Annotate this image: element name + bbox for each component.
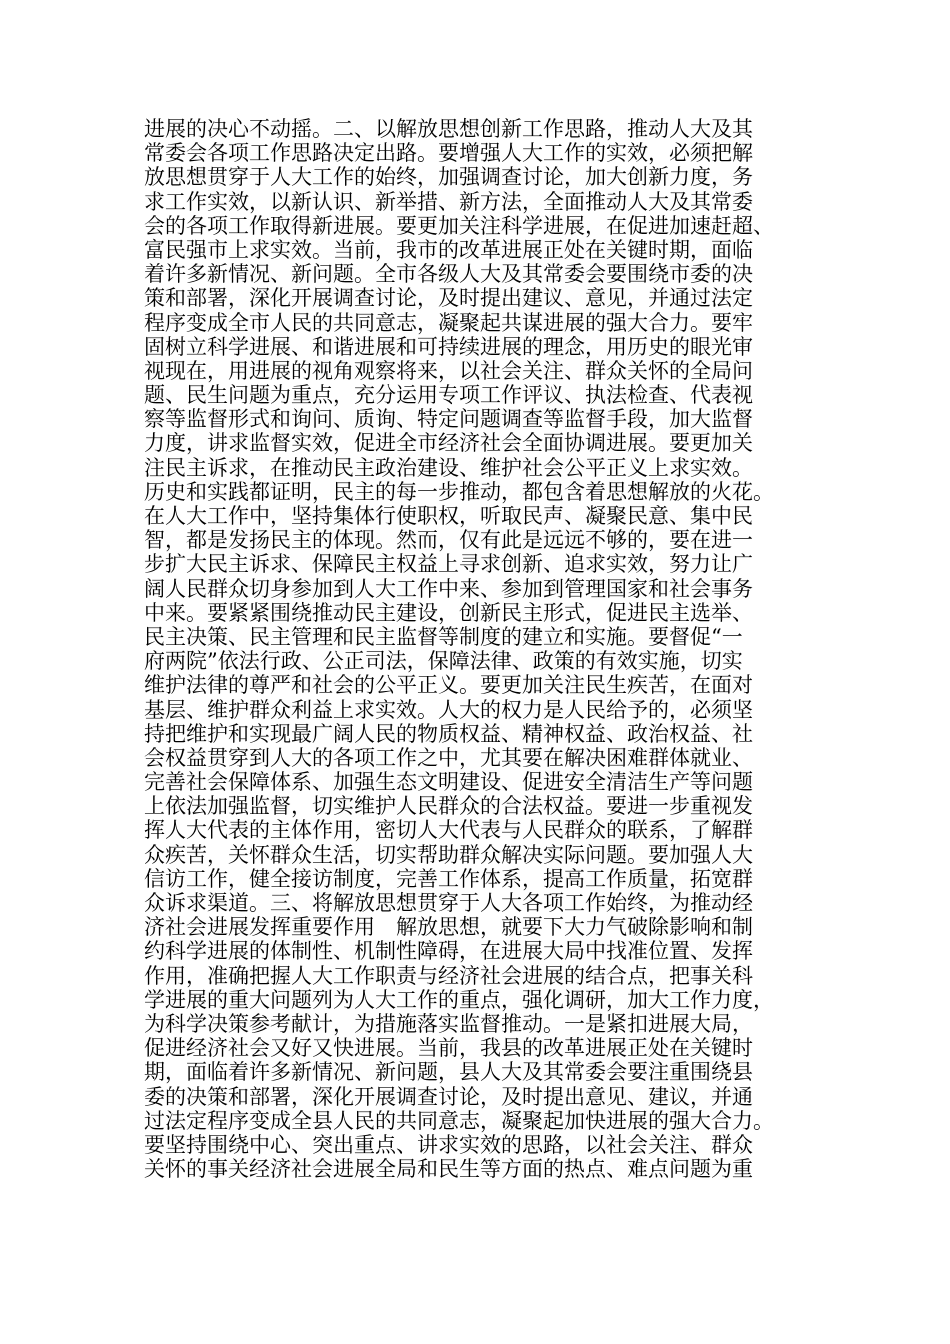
text-line: 富民强市上求实效。当前，我市的改革进展正处在关键时期，面临 <box>144 237 753 262</box>
text-line: 基层、维护群众利益上求实效。人大的权力是人民给予的，必须坚 <box>144 697 753 722</box>
text-line: 委的决策和部署，深化开展调查讨论，及时提出意见、建议，并通 <box>144 1084 753 1109</box>
text-line: 放思想贯穿于人大工作的始终，加强调查讨论，加大创新力度，务 <box>144 165 753 190</box>
text-line: 注民主诉求，在推动民主政治建设、维护社会公平正义上求实效。 <box>144 455 753 480</box>
text-line: 常委会各项工作思路决定出路。要增强人大工作的实效，必须把解 <box>144 141 753 166</box>
text-line: 进展的决心不动摇。二、以解放思想创新工作思路，推动人大及其 <box>144 117 753 141</box>
text-line: 步扩大民主诉求、保障民主权益上寻求创新、追求实效，努力让广 <box>144 552 753 577</box>
text-line: 会权益贯穿到人大的各项工作之中，尤其要在解决困难群体就业、 <box>144 745 753 770</box>
text-line: 中来。要紧紧围绕推动民主建设，创新民主形式，促进民主选举、 <box>144 600 753 625</box>
text-line: 着许多新情况、新问题。全市各级人大及其常委会要围绕市委的决 <box>144 262 753 287</box>
text-line: 关怀的事关经济社会进展全局和民生等方面的热点、难点问题为重 <box>144 1157 753 1182</box>
text-line: 众诉求渠道。三、将解放思想贯穿于人大各项工作始终，为推动经 <box>144 891 753 915</box>
text-line: 固树立科学进展、和谐进展和可持续进展的理念，用历史的眼光审 <box>144 334 753 359</box>
text-line: 约科学进展的体制性、机制性障碍，在进展大局中找准位置、发挥 <box>144 939 753 964</box>
text-line: 完善社会保障体系、加强生态文明建设、促进安全清洁生产等问题 <box>144 770 753 795</box>
text-line: 为科学决策参考献计，为措施落实监督推动。一是紧扣进展大局， <box>144 1011 753 1036</box>
body-text <box>144 117 814 1181</box>
text-line: 民主决策、民主管理和民主监督等制度的建立和实施。要督促“一 <box>144 624 743 649</box>
text-line: 求工作实效，以新认识、新举措、新方法，全面推动人大及其常委 <box>144 189 753 214</box>
text-line: 策和部署，深化开展调查讨论，及时提出建议、意见，并通过法定 <box>144 286 753 311</box>
text-line: 在人大工作中，坚持集体行使职权，听取民声、凝聚民意、集中民 <box>144 504 753 528</box>
text-line: 题、民生问题为重点，充分运用专项工作评议、执法检查、代表视 <box>144 383 753 408</box>
text-line: 作用，准确把握人大工作职责与经济社会进展的结合点，把事关科 <box>144 963 753 988</box>
text-line: 信访工作，健全接访制度，完善工作体系，提高工作质量，拓宽群 <box>144 866 753 891</box>
text-line: 维护法律的尊严和社会的公平正义。要更加关注民生疾苦，在面对 <box>144 673 753 698</box>
text-line: 上依法加强监督，切实维护人民群众的合法权益。要进一步重视发 <box>144 794 753 819</box>
text-line: 阔人民群众切身参加到人大工作中来、参加到管理国家和社会事务 <box>144 576 753 601</box>
text-line: 促进经济社会又好又快进展。当前，我县的改革进展正处在关键时 <box>144 1036 753 1061</box>
text-line: 过法定程序变成全县人民的共同意志，凝聚起加快进展的强大合力。 <box>144 1108 774 1133</box>
text-line: 期，面临着许多新情况、新问题，县人大及其常委会要注重围绕县 <box>144 1060 753 1085</box>
text-line: 要坚持围绕中心、突出重点、讲求实效的思路，以社会关注、群众 <box>144 1132 753 1157</box>
text-line: 程序变成全市人民的共同意志，凝聚起共谋进展的强大合力。要牢 <box>144 310 753 335</box>
text-line: 智，都是发扬民主的体现。然而，仅有此是远远不够的，要在进一 <box>144 528 753 553</box>
text-line: 挥人大代表的主体作用，密切人大代表与人民群众的联系，了解群 <box>144 818 753 843</box>
text-line: 持把维护和实现最广阔人民的物质权益、精神权益、政治权益、社 <box>144 721 753 746</box>
text-line: 力度，讲求监督实效，促进全市经济社会全面协调进展。要更加关 <box>144 431 753 456</box>
text-line: 视现在，用进展的视角观察将来，以社会关注、群众关怀的全局问 <box>144 358 753 383</box>
text-line: 济社会进展发挥重要作用 解放思想，就要下大力气破除影响和制 <box>144 915 753 940</box>
text-line: 历史和实践都证明，民主的每一步推动，都包含着思想解放的火花。 <box>144 479 774 504</box>
text-line: 察等监督形式和询问、质询、特定问题调查等监督手段，加大监督 <box>144 407 753 432</box>
text-line: 会的各项工作取得新进展。要更加关注科学进展，在促进加速赶超、 <box>144 213 774 238</box>
text-line: 众疾苦，关怀群众生活，切实帮助群众解决实际问题。要加强人大 <box>144 842 753 867</box>
text-line: 学进展的重大问题列为人大工作的重点，强化调研，加大工作力度， <box>144 987 774 1012</box>
text-line: 府两院”依法行政、公正司法，保障法律、政策的有效实施，切实 <box>144 649 743 674</box>
